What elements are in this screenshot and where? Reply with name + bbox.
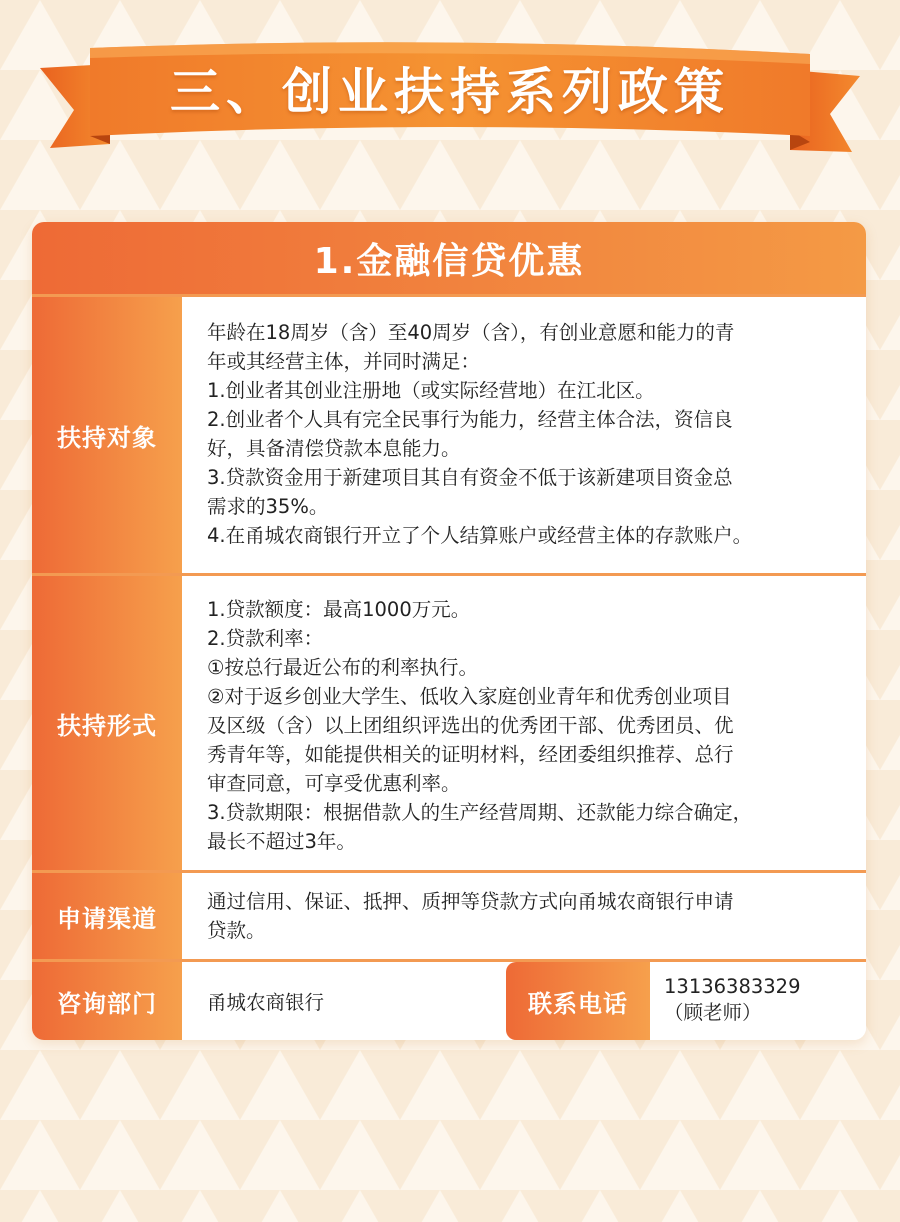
content-line: 1.贷款额度：最高1000万元。 <box>207 598 471 621</box>
content-line: 3.贷款期限：根据借款人的生产经营周期、还款能力综合确定， <box>207 801 753 824</box>
row-content <box>185 873 866 959</box>
section-header <box>32 222 866 294</box>
content-line: 3.贷款资金用于新建项目其自有资金不低于该新建项目资金总 <box>207 466 733 489</box>
row-channel <box>32 873 866 959</box>
content-line: 审查同意，可享受优惠利率。 <box>207 772 461 795</box>
phone-number[interactable]: 13136383329 <box>664 975 801 998</box>
content-line: 及区级（含）以上团组织评选出的优秀团干部、优秀团员、优 <box>207 714 734 737</box>
row-target <box>32 297 866 573</box>
content-line: 4.在甬城农商银行开立了个人结算账户或经营主体的存款账户。 <box>207 524 753 547</box>
content-line: 2.贷款利率： <box>207 627 324 650</box>
content-line: 年龄在18周岁（含）至40周岁（含），有创业意愿和能力的青 <box>207 321 735 344</box>
phone-label: 联系电话 <box>506 962 650 1040</box>
content-line: ①按总行最近公布的利率执行。 <box>207 656 478 679</box>
content-line: 年或其经营主体，并同时满足： <box>207 350 481 373</box>
phone-value <box>650 962 866 1040</box>
dept-label: 咨询部门 <box>32 962 182 1040</box>
content-line: 秀青年等，如能提供相关的证明材料，经团委组织推荐、总行 <box>207 743 734 766</box>
content-line: 2.创业者个人具有完全民事行为能力，经营主体合法，资信良 <box>207 408 733 431</box>
content-line: 通过信用、保证、抵押、质押等贷款方式向甬城农商银行申请 <box>207 890 734 913</box>
row-label: 申请渠道 <box>32 873 182 959</box>
row-label: 扶持对象 <box>32 297 182 573</box>
page-title: 三、创业扶持系列政策 <box>170 63 730 121</box>
content-line: 最长不超过3年。 <box>207 830 356 853</box>
row-content <box>185 576 866 870</box>
row-content <box>185 297 866 573</box>
section-title: 1.金融信贷优惠 <box>313 240 585 282</box>
row-contact <box>32 962 866 1040</box>
row-label: 扶持形式 <box>32 576 182 870</box>
row-form <box>32 576 866 870</box>
phone-contact: （顾老师） <box>664 1001 762 1024</box>
content-line: 1.创业者其创业注册地（或实际经营地）在江北区。 <box>207 379 655 402</box>
policy-card <box>32 222 866 1040</box>
content-line: 贷款。 <box>207 919 266 942</box>
content-line: 好，具备清偿贷款本息能力。 <box>207 437 461 460</box>
content-line: 需求的35%。 <box>207 495 329 518</box>
dept-value: 甬城农商银行 <box>185 962 505 1040</box>
content-line: ②对于返乡创业大学生、低收入家庭创业青年和优秀创业项目 <box>207 685 732 708</box>
